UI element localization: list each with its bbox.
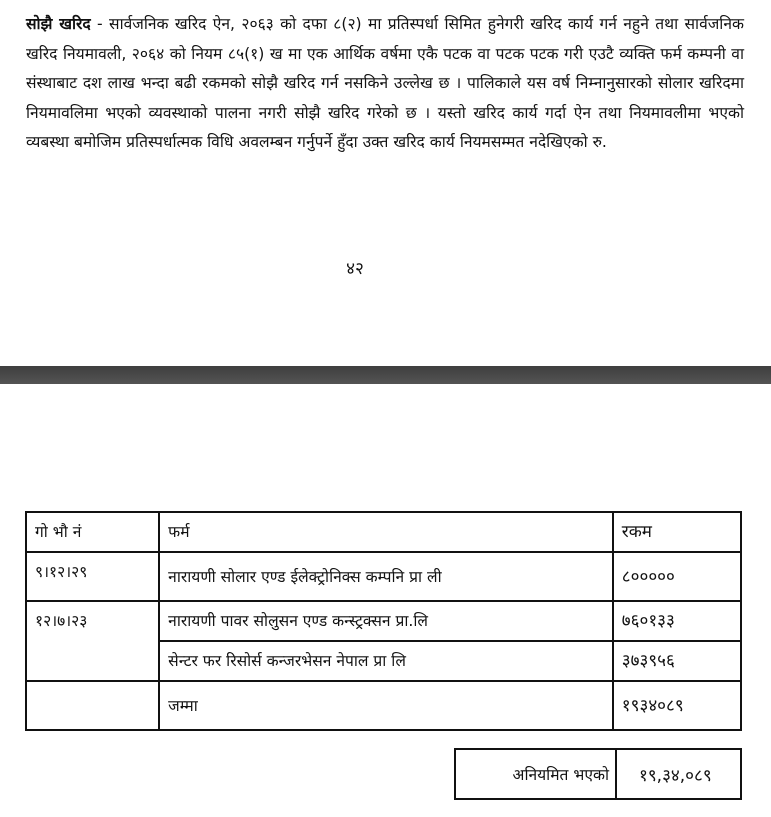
total-row	[26, 681, 741, 730]
header-firm: फर्म	[159, 512, 613, 552]
header-amount: रकम	[613, 512, 741, 552]
firm-cell: नारायणी सोलार एण्ड ईलेक्ट्रोनिक्स कम्पनि प्रा ली	[159, 552, 613, 601]
page-number: ४२	[346, 259, 364, 279]
paragraph-body: - सार्वजनिक खरिद ऐन, २०६३ को दफा ८(२) मा प्रतिस्पर्धा सिमित हुनेगरी खरिद कार्य गर्न नहुने तथा सार्वजनिक खरिद नियमावली, २०६४ को नियम ८५(१) ख मा एक आर्थिक वर्षमा एकै पटक वा पटक पटक गरी एउटै व्यक्ति फर्म कम्पनी वा संस्थाबाट दश लाख भन्दा बढी रकमको सोझै खरिद गर्न नसकिने उल्लेख छ । पालिकाले यस वर्ष निम्नानुसारको सोलार खरिदमा नियमावलिमा भएको व्यवस्थाको पालना नगरी सोझै खरिद गरेको छ । यस्तो खरिद कार्य गर्दा ऐन तथा नियमावलीमा भएको व्यबस्था बमोजिम प्रतिस्पर्धात्मक विधि अवलम्बन गर्नुपर्ने हुँदा उक्त खरिद कार्य नियमसम्मत नदेखिएको रु.	[26, 15, 744, 152]
voucher-number-cell: ९।१२।२९	[26, 552, 159, 601]
irregular-amount-box	[454, 748, 742, 800]
irregular-label: अनियमित भएको	[455, 749, 616, 799]
audit-paragraph	[26, 10, 744, 158]
firm-cell: नारायणी पावर सोलुसन एण्ड कन्स्ट्रक्सन प्रा.लि	[159, 601, 613, 641]
amount-cell: ७६०१३३	[613, 601, 741, 641]
irregular-value: १९,३४,०८९	[616, 749, 741, 799]
table-row	[26, 552, 741, 601]
firm-cell: सेन्टर फर रिसोर्स कन्जरभेसन नेपाल प्रा लि	[159, 641, 613, 681]
total-amount: १९३४०८९	[613, 681, 741, 730]
amount-cell: ८०००००	[613, 552, 741, 601]
document-page	[0, 0, 771, 366]
table-row	[26, 601, 741, 641]
table-header-row	[26, 512, 741, 552]
page-separator	[0, 366, 771, 384]
header-voucher-number: गो भौ नं	[26, 512, 159, 552]
summary-row	[455, 749, 741, 799]
purchase-table	[25, 511, 742, 731]
voucher-number-cell: १२।७।२३	[26, 601, 159, 681]
total-label: जम्मा	[159, 681, 613, 730]
empty-cell	[26, 681, 159, 730]
amount-cell: ३७३९५६	[613, 641, 741, 681]
paragraph-heading: सोझै खरिद	[26, 15, 91, 33]
